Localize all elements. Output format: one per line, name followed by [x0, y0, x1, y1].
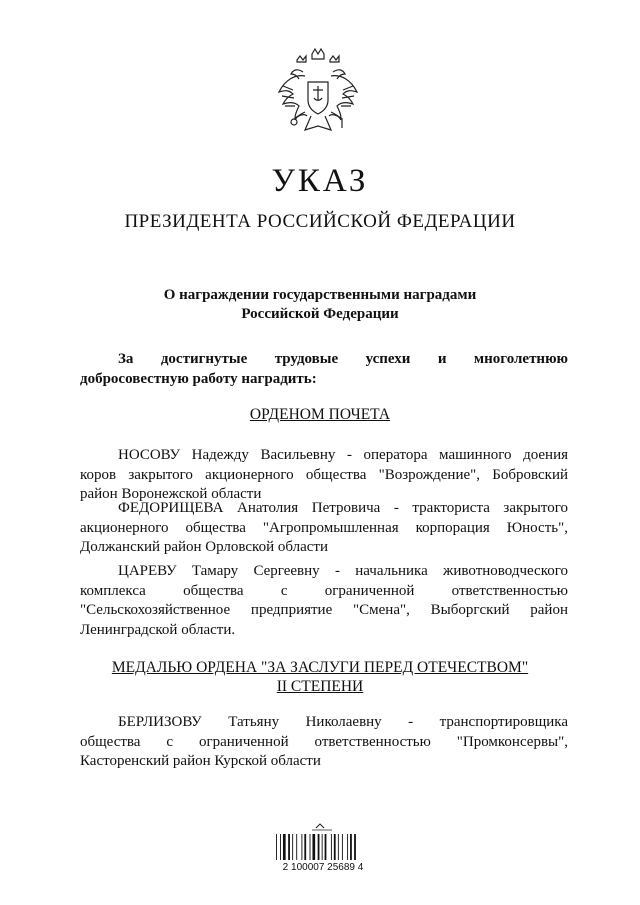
- intro-line: добросовестную работу наградить:: [80, 371, 317, 387]
- awardee-paragraph: [80, 446, 568, 505]
- decree-subject: [0, 286, 640, 324]
- subject-line: О награждении государственными наградами: [163, 287, 477, 303]
- awardee-line: район Воронежской области: [80, 486, 262, 502]
- awardee-line: БЕРЛИЗОВУ Татьяну Николаевну - транспортировщика: [118, 714, 568, 730]
- russian-coat-of-arms-icon: [275, 46, 361, 144]
- heading-line: ОРДЕНОМ ПОЧЕТА: [249, 406, 391, 423]
- subject-line: Российской Федерации: [241, 306, 399, 322]
- awardee-paragraph: [80, 562, 568, 640]
- awardee-line: коров закрытого акционерного общества "Возрождение", Бобровский: [80, 466, 568, 483]
- awardee-line: ФЕДОРИЩЕВА Анатолия Петровича - тракториста закрытого: [118, 500, 568, 516]
- awardee-line: комплекса общества с ограниченной ответственностью: [80, 582, 568, 599]
- document-subtitle: ПРЕЗИДЕНТА РОССИЙСКОЙ ФЕДЕРАЦИИ: [124, 211, 516, 232]
- awardee-line: "Сельскохозяйственное предприятие "Смена", Выборгский район: [80, 602, 568, 618]
- awardee-line: общества с ограниченной ответственностью "Промконсервы",: [80, 733, 568, 750]
- intro-line: За достигнутые трудовые успехи и многолетнюю: [118, 351, 568, 367]
- section-heading-order-of-honour: [0, 405, 640, 424]
- awardee-line: Касторенский район Курской области: [80, 753, 321, 769]
- awardee-line: Должанский район Орловской области: [80, 539, 328, 555]
- decree-intro: [80, 349, 568, 389]
- awardee-line: НОСОВУ Надежду Васильевну - оператора машинного доения: [118, 447, 568, 463]
- awardee-paragraph: [80, 499, 568, 558]
- section-heading-medal: [0, 658, 640, 696]
- heading-line: II СТЕПЕНИ: [276, 678, 364, 695]
- barcode-icon: [272, 822, 372, 882]
- awardee-line: Ленинградской области.: [80, 621, 236, 638]
- heading-line: МЕДАЛЬЮ ОРДЕНА "ЗА ЗАСЛУГИ ПЕРЕД ОТЕЧЕСТВОМ": [111, 659, 529, 676]
- awardee-line: акционерного общества "Агропромышленная корпорация Юность",: [80, 519, 568, 536]
- awardee-line: ЦАРЕВУ Тамару Сергеевну - начальника животноводческого: [118, 563, 568, 579]
- document-title: УКАЗ: [271, 163, 369, 199]
- awardee-paragraph: [80, 713, 568, 772]
- barcode-number: 2 100007 25689 4: [282, 862, 364, 873]
